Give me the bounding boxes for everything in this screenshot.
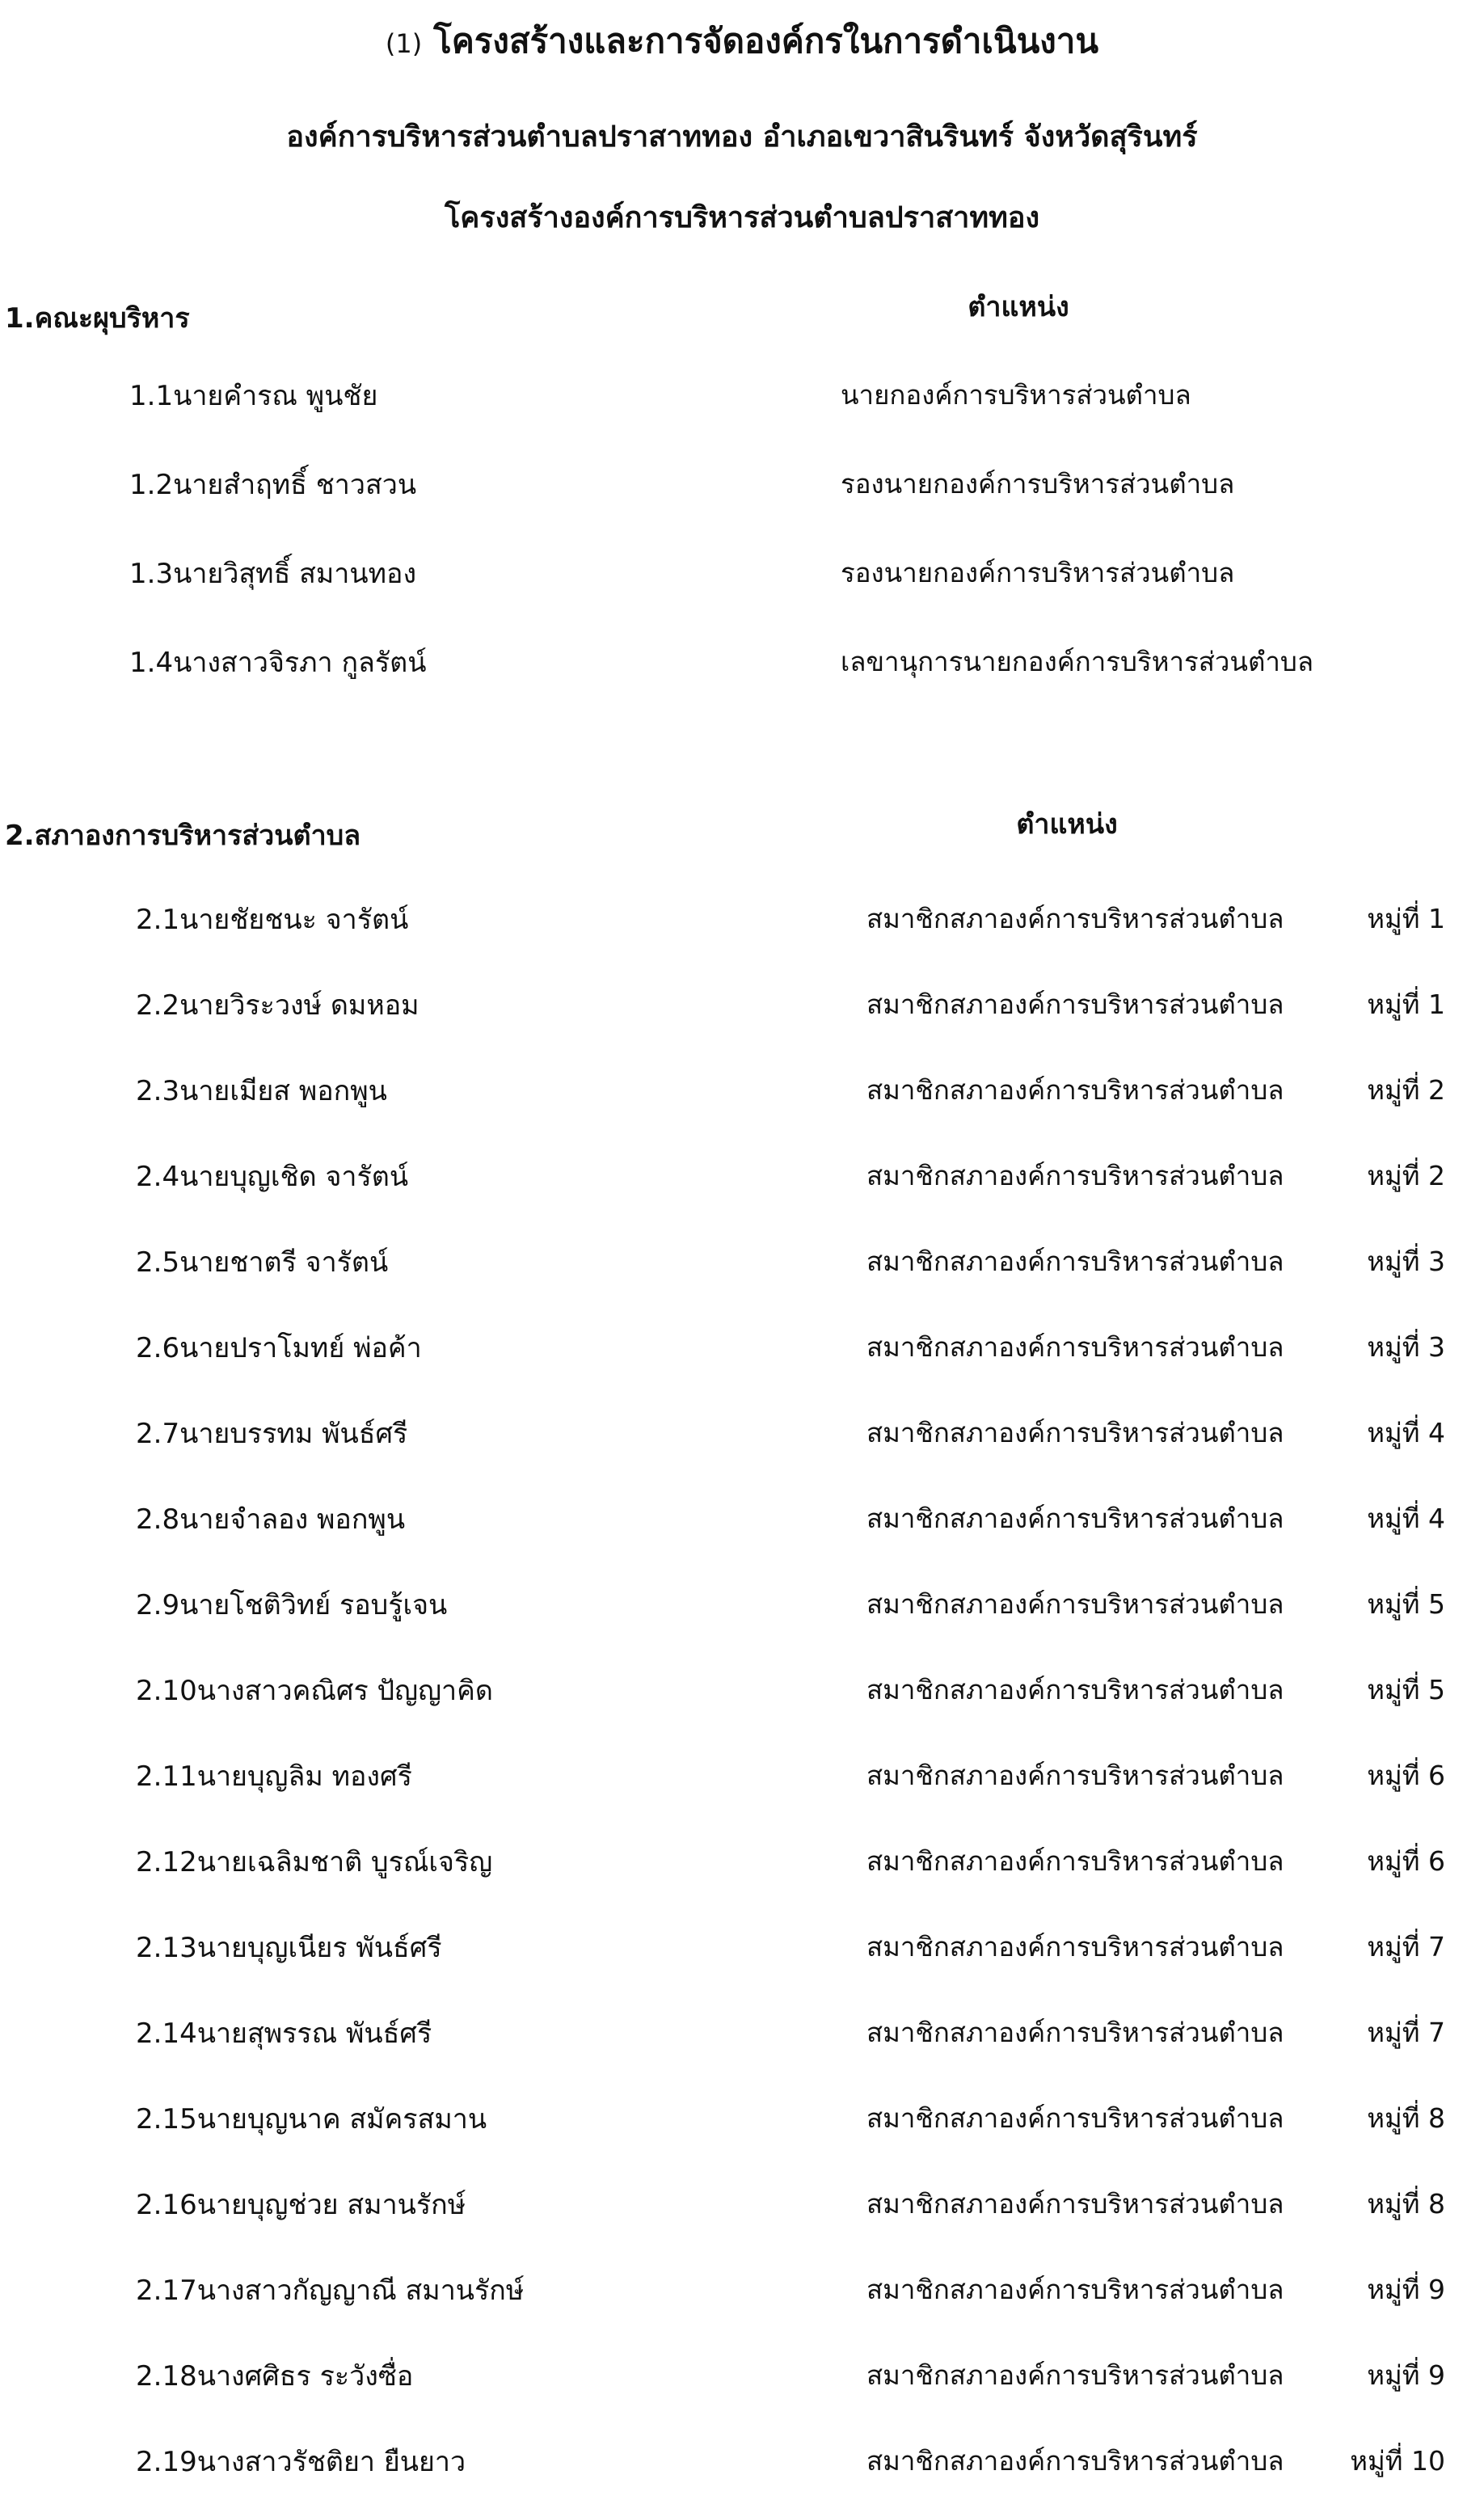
council-member-name: 2.17นางสาวกัญญาณี สมานรักษ์ — [136, 2275, 525, 2307]
executives-position-heading: ตำแหน่ง — [968, 291, 1069, 323]
council-member-name: 2.16นายบุญช่วย สมานรักษ์ — [136, 2189, 466, 2221]
executive-position: รองนายกองค์การบริหารส่วนตำบล — [841, 557, 1235, 588]
council-village: หมู่ที่ 1 — [1367, 903, 1445, 934]
council-position-text: สมาชิกสภาองค์การบริหารส่วนตำบล — [866, 1931, 1284, 1963]
executive-name: 1.1นายคำรณ พูนชัย — [129, 380, 378, 412]
council-position-text: สมาชิกสภาองค์การบริหารส่วนตำบล — [866, 1674, 1284, 1705]
council-member-name: 2.6นายปราโมทย์ พ่อค้า — [136, 1332, 422, 1364]
council-position-text: สมาชิกสภาองค์การบริหารส่วนตำบล — [866, 2274, 1284, 2305]
council-member-name: 2.2นายวิระวงษ์ ดมหอม — [136, 989, 419, 1022]
council-member-name: 2.7นายบรรทม พันธ์ศรี — [136, 1418, 408, 1450]
council-village: หมู่ที่ 2 — [1367, 1074, 1445, 1106]
council-row — [0, 2354, 1484, 2402]
council-member-name: 2.4นายบุญเชิด จารัตน์ — [136, 1161, 409, 1193]
council-position-heading: ตำแหน่ง — [1016, 808, 1118, 841]
council-position-text: สมาชิกสภาองค์การบริหารส่วนตำบล — [866, 1845, 1284, 1877]
council-village: หมู่ที่ 8 — [1367, 2188, 1445, 2220]
council-row — [0, 1583, 1484, 1631]
council-position-text: สมาชิกสภาองค์การบริหารส่วนตำบล — [866, 1331, 1284, 1363]
council-village: หมู่ที่ 7 — [1367, 1931, 1445, 1963]
council-position-text: สมาชิกสภาองค์การบริหารส่วนตำบล — [866, 2017, 1284, 2048]
council-village: หมู่ที่ 3 — [1367, 1246, 1445, 1277]
council-member-name: 2.10นางสาวคณิศร ปัญญาคิด — [136, 1675, 493, 1707]
council-row — [0, 1668, 1484, 1717]
council-heading: 2.สภาองการบริหารส่วนตำบล — [5, 820, 361, 852]
council-position-text: สมาชิกสภาองค์การบริหารส่วนตำบล — [866, 989, 1284, 1020]
council-row — [0, 2097, 1484, 2145]
council-row — [0, 1326, 1484, 1374]
council-member-name: 2.18นางศศิธร ระวังซื่อ — [136, 2360, 414, 2393]
council-village: หมู่ที่ 2 — [1367, 1160, 1445, 1191]
council-position-text: สมาชิกสภาองค์การบริหารส่วนตำบล — [866, 1503, 1284, 1534]
council-village: หมู่ที่ 5 — [1367, 1588, 1445, 1620]
section-number: (1) — [385, 28, 423, 59]
council-position-text: สมาชิกสภาองค์การบริหารส่วนตำบล — [866, 2102, 1284, 2134]
council-position-text: สมาชิกสภาองค์การบริหารส่วนตำบล — [866, 1417, 1284, 1448]
council-row — [0, 1925, 1484, 1974]
council-row — [0, 1240, 1484, 1288]
executive-name: 1.3นายวิสุทธิ์ สมานทอง — [129, 558, 417, 590]
council-row — [0, 2182, 1484, 2231]
council-row — [0, 1840, 1484, 1888]
council-member-name: 2.5นายชาตรี จารัตน์ — [136, 1246, 389, 1279]
organization-subtitle: องค์การบริหารส่วนตำบลปราสาททอง อำเภอเขวาสินรินทร์ จังหวัดสุรินทร์ — [286, 120, 1198, 154]
executive-row — [0, 373, 1484, 422]
executive-name: 1.2นายสำฤทธิ์ ชาวสวน — [129, 469, 417, 501]
executive-row — [0, 640, 1484, 689]
executive-row — [0, 551, 1484, 600]
executive-position: รองนายกองค์การบริหารส่วนตำบล — [841, 468, 1235, 500]
council-member-name: 2.12นายเฉลิมชาติ บูรณ์เจริญ — [136, 1846, 493, 1878]
executive-row — [0, 462, 1484, 511]
council-village: หมู่ที่ 3 — [1367, 1331, 1445, 1363]
executive-name: 1.4นางสาวจิรภา กูลรัตน์ — [129, 647, 427, 679]
council-member-name: 2.8นายจำลอง พอกพูน — [136, 1503, 406, 1536]
council-row — [0, 2011, 1484, 2060]
council-village: หมู่ที่ 9 — [1367, 2359, 1445, 2391]
council-member-name: 2.13นายบุญเนียร พันธ์ศรี — [136, 1932, 442, 1964]
council-village: หมู่ที่ 6 — [1367, 1760, 1445, 1791]
council-village: หมู่ที่ 9 — [1367, 2274, 1445, 2305]
executive-position: เลขานุการนายกองค์การบริหารส่วนตำบล — [841, 646, 1314, 677]
council-position-text: สมาชิกสภาองค์การบริหารส่วนตำบล — [866, 1246, 1284, 1277]
council-member-name: 2.15นายบุญนาค สมัครสมาน — [136, 2103, 487, 2135]
council-row — [0, 897, 1484, 946]
council-member-name: 2.1นายชัยชนะ จารัตน์ — [136, 904, 409, 936]
council-village: หมู่ที่ 7 — [1367, 2017, 1445, 2048]
council-member-name: 2.3นายเมียส พอกพูน — [136, 1075, 387, 1107]
council-position-text: สมาชิกสภาองค์การบริหารส่วนตำบล — [866, 903, 1284, 934]
council-village: หมู่ที่ 6 — [1367, 1845, 1445, 1877]
council-position-text: สมาชิกสภาองค์การบริหารส่วนตำบล — [866, 1160, 1284, 1191]
council-position-text: สมาชิกสภาองค์การบริหารส่วนตำบล — [866, 2445, 1284, 2477]
council-row — [0, 1754, 1484, 1802]
council-row — [0, 1497, 1484, 1545]
council-position-text: สมาชิกสภาองค์การบริหารส่วนตำบล — [866, 1074, 1284, 1106]
council-village: หมู่ที่ 5 — [1367, 1674, 1445, 1705]
council-row — [0, 2439, 1484, 2488]
council-position-text: สมาชิกสภาองค์การบริหารส่วนตำบล — [866, 2359, 1284, 2391]
council-village: หมู่ที่ 1 — [1367, 989, 1445, 1020]
council-position-text: สมาชิกสภาองค์การบริหารส่วนตำบล — [866, 1760, 1284, 1791]
council-row — [0, 2268, 1484, 2317]
council-row — [0, 1411, 1484, 1460]
document-title — [0, 15, 1484, 68]
council-row — [0, 1069, 1484, 1117]
title-text: โครงสร้างและการจัดองค์กรในการดำเนินงาน — [433, 21, 1099, 61]
council-member-name: 2.14นายสุพรรณ พันธ์ศรี — [136, 2017, 432, 2050]
council-village: หมู่ที่ 4 — [1367, 1503, 1445, 1534]
council-village: หมู่ที่ 8 — [1367, 2102, 1445, 2134]
council-village: หมู่ที่ 4 — [1367, 1417, 1445, 1448]
structure-title: โครงสร้างองค์การบริหารส่วนตำบลปราสาททอง — [444, 201, 1040, 234]
council-member-name: 2.19นางสาวรัชติยา ยืนยาว — [136, 2446, 466, 2478]
council-member-name: 2.11นายบุญลิม ทองศรี — [136, 1760, 412, 1793]
council-row — [0, 1154, 1484, 1203]
council-village: หมู่ที่ 10 — [1350, 2445, 1445, 2477]
council-member-name: 2.9นายโชติวิทย์ รอบรู้เจน — [136, 1589, 448, 1621]
council-position-text: สมาชิกสภาองค์การบริหารส่วนตำบล — [866, 2188, 1284, 2220]
executive-position: นายกองค์การบริหารส่วนตำบล — [841, 379, 1191, 411]
council-position-text: สมาชิกสภาองค์การบริหารส่วนตำบล — [866, 1588, 1284, 1620]
council-row — [0, 983, 1484, 1031]
executives-heading: 1.คณะผุบริหาร — [5, 302, 190, 335]
